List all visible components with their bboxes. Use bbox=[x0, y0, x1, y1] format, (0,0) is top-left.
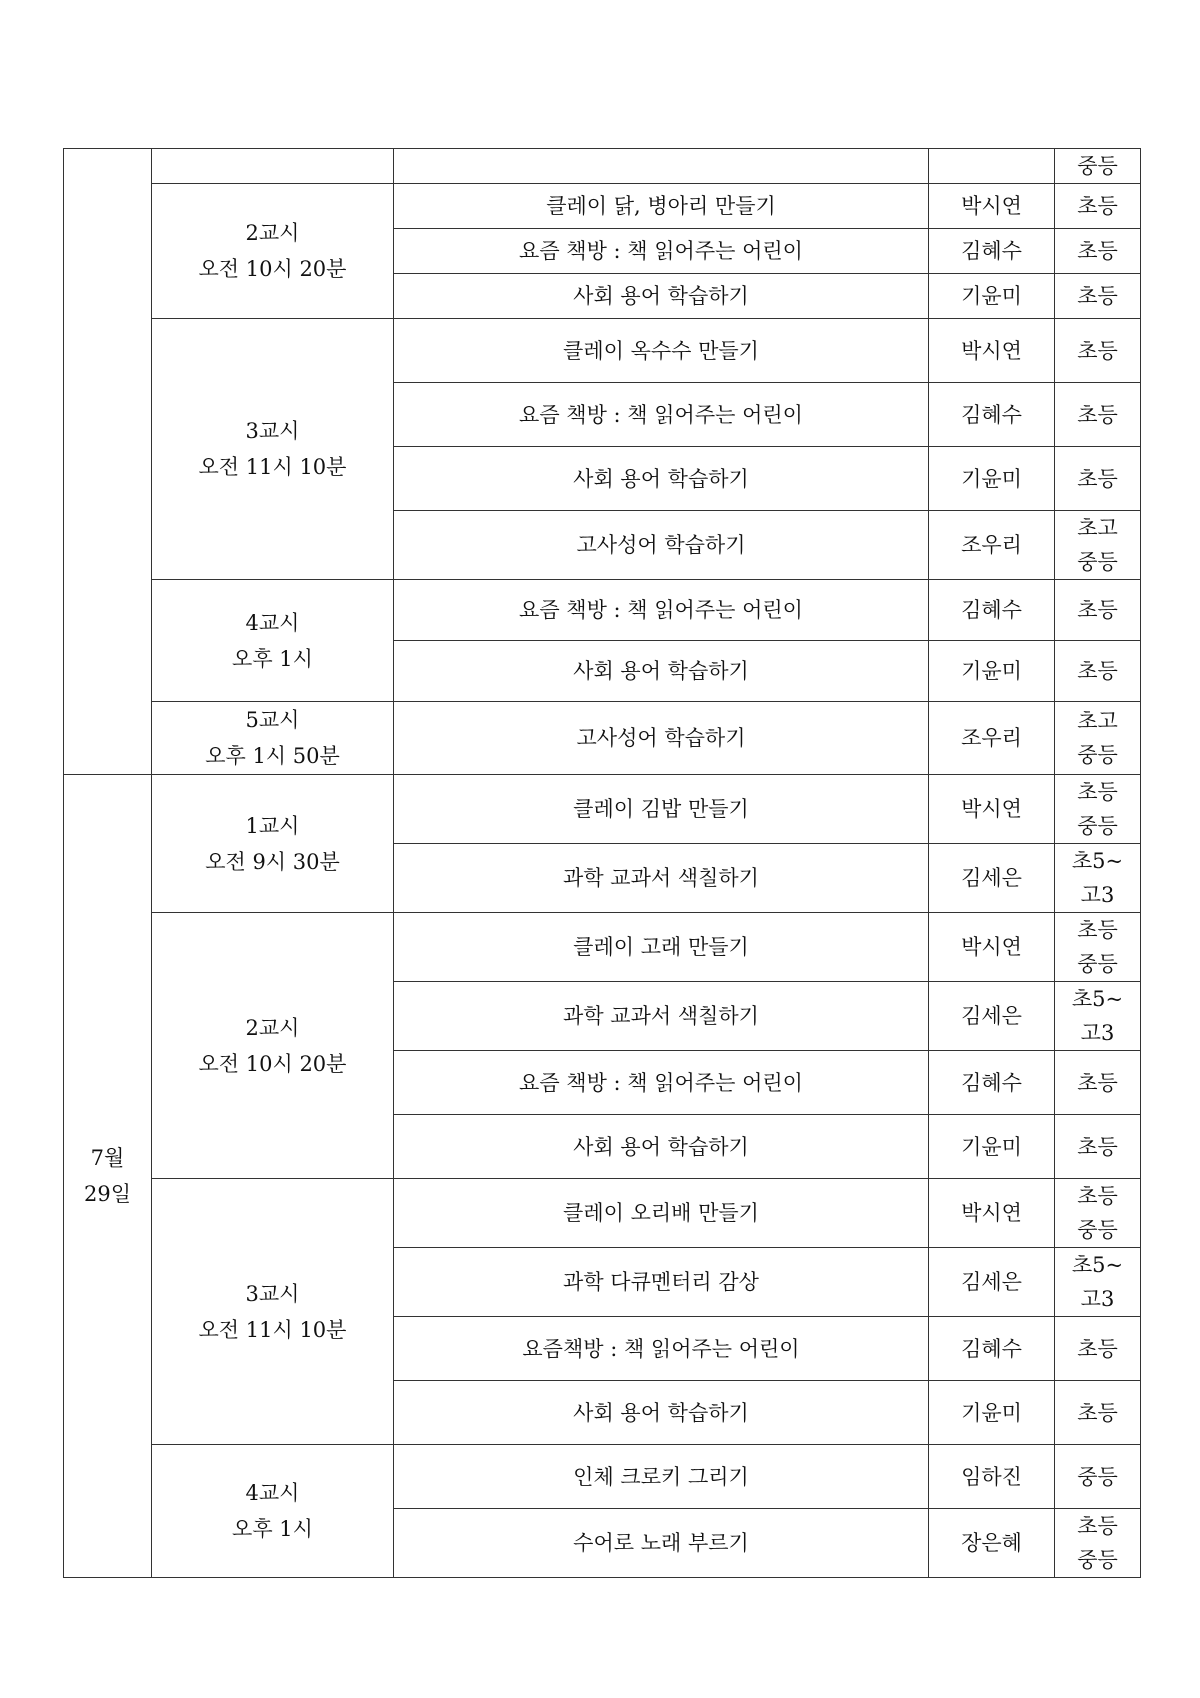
grade-level bbox=[1055, 383, 1141, 447]
period-cell bbox=[152, 149, 394, 184]
teacher-name: 박시연 bbox=[929, 913, 1055, 982]
teacher-name: 김혜수 bbox=[929, 383, 1055, 447]
program-title: 클레이 고래 만들기 bbox=[394, 913, 929, 982]
teacher-name: 박시연 bbox=[929, 319, 1055, 383]
grade-level-text: 초등 bbox=[1077, 402, 1118, 427]
teacher-name: 김혜수 bbox=[929, 580, 1055, 641]
grade-level bbox=[1055, 319, 1141, 383]
grade-level-text: 중등 bbox=[1077, 952, 1118, 976]
grade-level-text: 초등 bbox=[1077, 284, 1118, 308]
teacher-name: 김혜수 bbox=[929, 1317, 1055, 1381]
teacher-name: 기윤미 bbox=[929, 1381, 1055, 1445]
program-title: 사회 용어 학습하기 bbox=[394, 1115, 929, 1179]
program-title: 요즘 책방 : 책 읽어주는 어린이 bbox=[394, 1051, 929, 1115]
teacher-name bbox=[929, 149, 1055, 184]
period-label: 3교시 bbox=[245, 419, 300, 443]
grade-level-text: 초등 bbox=[1077, 194, 1118, 218]
grade-level bbox=[1055, 775, 1141, 844]
program-title: 고사성어 학습하기 bbox=[394, 702, 929, 775]
grade-level bbox=[1055, 982, 1141, 1051]
grade-level bbox=[1055, 913, 1141, 982]
period-label: 2교시 bbox=[245, 1015, 300, 1040]
grade-level bbox=[1055, 702, 1141, 775]
program-title: 인체 크로키 그리기 bbox=[394, 1445, 929, 1509]
table-row bbox=[64, 775, 1141, 844]
grade-level-text: 초5~ bbox=[1071, 987, 1124, 1011]
grade-level bbox=[1055, 184, 1141, 229]
date-text: 29일 bbox=[83, 1182, 131, 1206]
teacher-name: 장은혜 bbox=[929, 1509, 1055, 1578]
grade-level-text: 초등 bbox=[1077, 1070, 1118, 1095]
grade-level bbox=[1055, 1051, 1141, 1115]
period-cell bbox=[152, 1445, 394, 1578]
grade-level bbox=[1055, 229, 1141, 274]
grade-level bbox=[1055, 1317, 1141, 1381]
period-label: 4교시 bbox=[245, 610, 300, 635]
teacher-name: 기윤미 bbox=[929, 447, 1055, 511]
program-title: 고사성어 학습하기 bbox=[394, 511, 929, 580]
period-time: 오후 1시 bbox=[232, 1517, 313, 1541]
grade-level-text: 초등 bbox=[1077, 338, 1118, 363]
teacher-name: 기윤미 bbox=[929, 1115, 1055, 1179]
period-cell bbox=[152, 913, 394, 1179]
grade-level-text: 초등 bbox=[1077, 1336, 1118, 1361]
grade-level-text: 고3 bbox=[1080, 883, 1115, 907]
period-time: 오전 10시 20분 bbox=[198, 257, 347, 281]
program-title: 클레이 옥수수 만들기 bbox=[394, 319, 929, 383]
program-title: 클레이 김밥 만들기 bbox=[394, 775, 929, 844]
grade-level bbox=[1055, 580, 1141, 641]
teacher-name: 기윤미 bbox=[929, 641, 1055, 702]
grade-level-text: 중등 bbox=[1077, 550, 1118, 574]
program-title bbox=[394, 149, 929, 184]
period-label: 2교시 bbox=[245, 221, 300, 245]
grade-level-text: 초등 bbox=[1077, 1134, 1118, 1159]
grade-level bbox=[1055, 1509, 1141, 1578]
table-row bbox=[64, 580, 1141, 641]
grade-level-text: 초등 bbox=[1077, 1514, 1118, 1538]
table-row bbox=[64, 1179, 1141, 1248]
program-title: 수어로 노래 부르기 bbox=[394, 1509, 929, 1578]
program-title: 사회 용어 학습하기 bbox=[394, 447, 929, 511]
table-row bbox=[64, 1445, 1141, 1509]
grade-level bbox=[1055, 1115, 1141, 1179]
teacher-name: 김세은 bbox=[929, 982, 1055, 1051]
teacher-name: 김세은 bbox=[929, 1248, 1055, 1317]
grade-level bbox=[1055, 1445, 1141, 1509]
period-time: 오전 9시 30분 bbox=[205, 849, 340, 874]
grade-level bbox=[1055, 511, 1141, 580]
program-title: 클레이 오리배 만들기 bbox=[394, 1179, 929, 1248]
program-title: 사회 용어 학습하기 bbox=[394, 1381, 929, 1445]
period-label: 1교시 bbox=[245, 813, 300, 838]
teacher-name: 김세은 bbox=[929, 844, 1055, 913]
teacher-name: 김혜수 bbox=[929, 1051, 1055, 1115]
grade-level-text: 고3 bbox=[1080, 1287, 1115, 1311]
period-time: 오후 1시 bbox=[232, 646, 313, 671]
period-label: 5교시 bbox=[245, 708, 300, 732]
teacher-name: 조우리 bbox=[929, 511, 1055, 580]
program-title: 요즘책방 : 책 읽어주는 어린이 bbox=[394, 1317, 929, 1381]
grade-level-text: 초5~ bbox=[1071, 849, 1124, 873]
period-cell bbox=[152, 319, 394, 580]
table-row bbox=[64, 702, 1141, 775]
grade-level-text: 중등 bbox=[1077, 1464, 1118, 1489]
period-time: 오전 10시 20분 bbox=[198, 1051, 347, 1076]
period-time: 오전 11시 10분 bbox=[198, 455, 347, 479]
table-row bbox=[64, 149, 1141, 184]
table-row bbox=[64, 319, 1141, 383]
program-title: 과학 교과서 색칠하기 bbox=[394, 844, 929, 913]
program-title: 요즘 책방 : 책 읽어주는 어린이 bbox=[394, 383, 929, 447]
grade-level-text: 초등 bbox=[1077, 466, 1118, 491]
teacher-name: 조우리 bbox=[929, 702, 1055, 775]
program-title: 과학 다큐멘터리 감상 bbox=[394, 1248, 929, 1317]
grade-level-text: 중등 bbox=[1077, 1548, 1118, 1572]
grade-level-text: 초고 bbox=[1077, 709, 1118, 733]
grade-level bbox=[1055, 844, 1141, 913]
date-text: 7월 bbox=[90, 1146, 125, 1170]
period-time: 오전 11시 10분 bbox=[198, 1317, 347, 1342]
table-row bbox=[64, 913, 1141, 982]
grade-level-text: 초등 bbox=[1077, 1400, 1118, 1425]
grade-level bbox=[1055, 1179, 1141, 1248]
period-cell bbox=[152, 702, 394, 775]
program-title: 사회 용어 학습하기 bbox=[394, 274, 929, 319]
schedule-body bbox=[64, 149, 1141, 1578]
grade-level-text: 초등 bbox=[1077, 239, 1118, 263]
teacher-name: 박시연 bbox=[929, 184, 1055, 229]
grade-level-text: 중등 bbox=[1077, 814, 1118, 838]
grade-level bbox=[1055, 641, 1141, 702]
grade-level-text: 초5~ bbox=[1071, 1253, 1124, 1277]
grade-level-text: 중등 bbox=[1077, 743, 1118, 767]
period-cell bbox=[152, 580, 394, 702]
teacher-name: 박시연 bbox=[929, 775, 1055, 844]
program-title: 요즘 책방 : 책 읽어주는 어린이 bbox=[394, 229, 929, 274]
period-label: 3교시 bbox=[245, 1281, 300, 1306]
grade-level bbox=[1055, 1248, 1141, 1317]
grade-level-text: 중등 bbox=[1077, 154, 1118, 178]
table-row bbox=[64, 184, 1141, 229]
grade-level bbox=[1055, 1381, 1141, 1445]
grade-level-text: 초등 bbox=[1077, 918, 1118, 942]
teacher-name: 기윤미 bbox=[929, 274, 1055, 319]
period-label: 4교시 bbox=[245, 1481, 300, 1505]
date-cell bbox=[64, 775, 152, 1578]
date-cell bbox=[64, 149, 152, 775]
program-title: 과학 교과서 색칠하기 bbox=[394, 982, 929, 1051]
grade-level-text: 초등 bbox=[1077, 780, 1118, 804]
period-cell bbox=[152, 184, 394, 319]
grade-level bbox=[1055, 149, 1141, 184]
grade-level-text: 초등 bbox=[1077, 1184, 1118, 1208]
period-cell bbox=[152, 1179, 394, 1445]
program-title: 클레이 닭, 병아리 만들기 bbox=[394, 184, 929, 229]
grade-level-text: 고3 bbox=[1080, 1021, 1115, 1045]
teacher-name: 박시연 bbox=[929, 1179, 1055, 1248]
period-cell bbox=[152, 775, 394, 913]
period-time: 오후 1시 50분 bbox=[205, 744, 340, 768]
teacher-name: 김혜수 bbox=[929, 229, 1055, 274]
grade-level-text: 초등 bbox=[1077, 659, 1118, 683]
grade-level bbox=[1055, 274, 1141, 319]
grade-level-text: 초등 bbox=[1077, 598, 1118, 622]
program-title: 사회 용어 학습하기 bbox=[394, 641, 929, 702]
grade-level-text: 중등 bbox=[1077, 1218, 1118, 1242]
grade-level-text: 초고 bbox=[1077, 516, 1118, 540]
schedule-table bbox=[63, 148, 1141, 1578]
teacher-name: 임하진 bbox=[929, 1445, 1055, 1509]
grade-level bbox=[1055, 447, 1141, 511]
program-title: 요즘 책방 : 책 읽어주는 어린이 bbox=[394, 580, 929, 641]
